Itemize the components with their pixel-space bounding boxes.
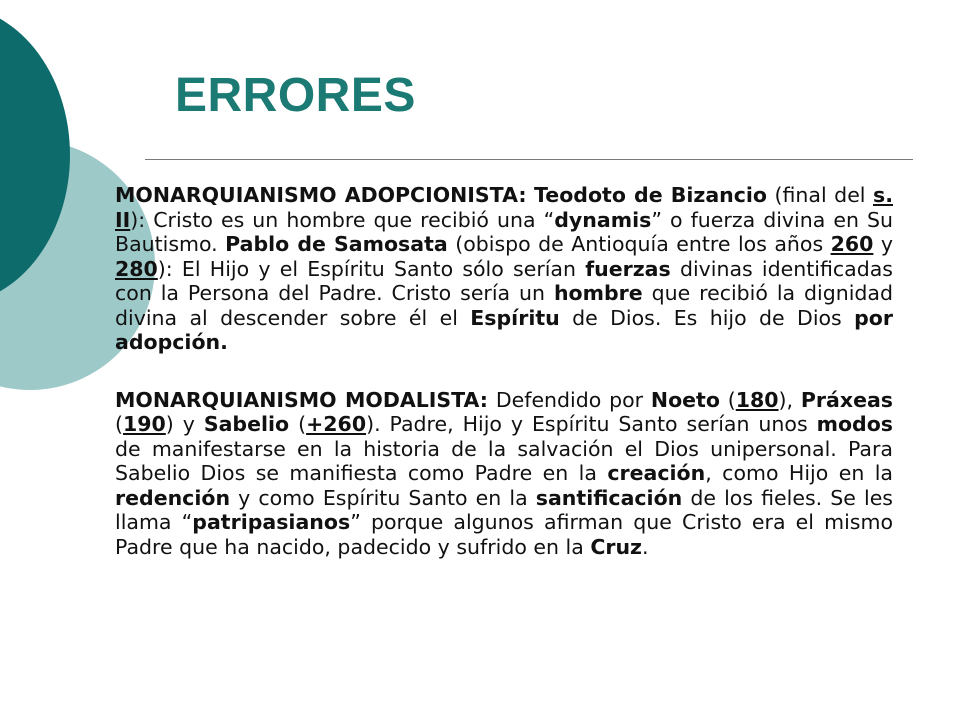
text-segment: divinas identificadas con la Persona del Padre. Cristo sería un — [115, 256, 893, 305]
emphasis-text: MONARQUIANISMO ADOPCIONISTA: — [115, 183, 527, 207]
emphasis-text: Práxeas — [800, 387, 894, 412]
emphasis-text: 190 — [123, 412, 166, 436]
text-segment: de manifestarse en la historia de la salvación el Dios unipersonal. Para Sabelio Dios se manifiesta como Padre en la — [115, 436, 893, 485]
text-segment — [527, 183, 535, 207]
text-segment: (obispo de Antioquía entre los años — [447, 232, 831, 256]
slide-body — [115, 183, 893, 559]
text-segment: , como Hijo en la — [705, 461, 893, 485]
emphasis-text: santificación — [535, 485, 683, 510]
emphasis-text: patripasianos — [192, 510, 351, 534]
emphasis-text: dynamis — [554, 207, 652, 232]
text-segment: ). Padre, Hijo y Espíritu Santo serían unos — [366, 412, 817, 436]
emphasis-text: Noeto — [650, 387, 720, 412]
text-segment: y — [873, 232, 893, 256]
text-segment: de los fieles. Se les llama “ — [115, 485, 893, 534]
emphasis-text: Espíritu — [470, 305, 560, 330]
text-segment: ): El Hijo y el Espíritu Santo sólo serían — [157, 256, 586, 281]
text-segment: que recibió la dignidad divina al descender sobre él el — [115, 281, 894, 330]
slide-title: ERRORES — [175, 69, 416, 122]
text-segment: ), — [778, 387, 801, 412]
emphasis-text: modos — [816, 412, 893, 436]
title-divider — [145, 159, 913, 160]
emphasis-text: hombre — [553, 281, 643, 305]
emphasis-text: Sabelio — [203, 412, 290, 436]
text-segment: ) y — [165, 412, 204, 436]
text-segment: ( — [719, 387, 736, 412]
emphasis-text: fuerzas — [585, 256, 671, 281]
text-segment: . — [642, 534, 649, 559]
emphasis-text: 180 — [735, 387, 779, 412]
emphasis-text: redención — [115, 485, 231, 510]
emphasis-text: Cruz — [590, 534, 642, 559]
emphasis-text: creación — [607, 461, 706, 485]
emphasis-text: por adopción. — [115, 305, 893, 354]
text-segment: ( — [115, 412, 123, 436]
text-segment: ” o fuerza divina en Su Bautismo. — [115, 207, 893, 256]
emphasis-text: MONARQUIANISMO MODALISTA: — [115, 387, 489, 412]
text-segment: ): Cristo es un hombre que recibió una “ — [130, 207, 555, 232]
text-segment: y como Espíritu Santo en la — [230, 485, 536, 510]
emphasis-text: 280 — [115, 256, 158, 281]
text-segment: ” porque algunos afirman que Cristo era el mismo Padre que ha nacido, padecido y sufrido en la — [115, 510, 894, 559]
emphasis-text: s. II — [115, 183, 893, 232]
text-segment: (final del — [767, 183, 873, 207]
emphasis-text: 260 — [830, 232, 874, 256]
emphasis-text: Pablo de Samosata — [225, 232, 448, 256]
emphasis-text: Teodoto de Bizancio — [534, 183, 768, 207]
text-segment: de Dios. Es hijo de Dios — [559, 305, 855, 330]
paragraph-modalista — [115, 388, 893, 560]
text-segment: ( — [289, 412, 307, 436]
paragraph-adopcionista — [115, 183, 893, 355]
text-segment: Defendido por — [488, 387, 651, 412]
emphasis-text: +260 — [306, 412, 367, 436]
